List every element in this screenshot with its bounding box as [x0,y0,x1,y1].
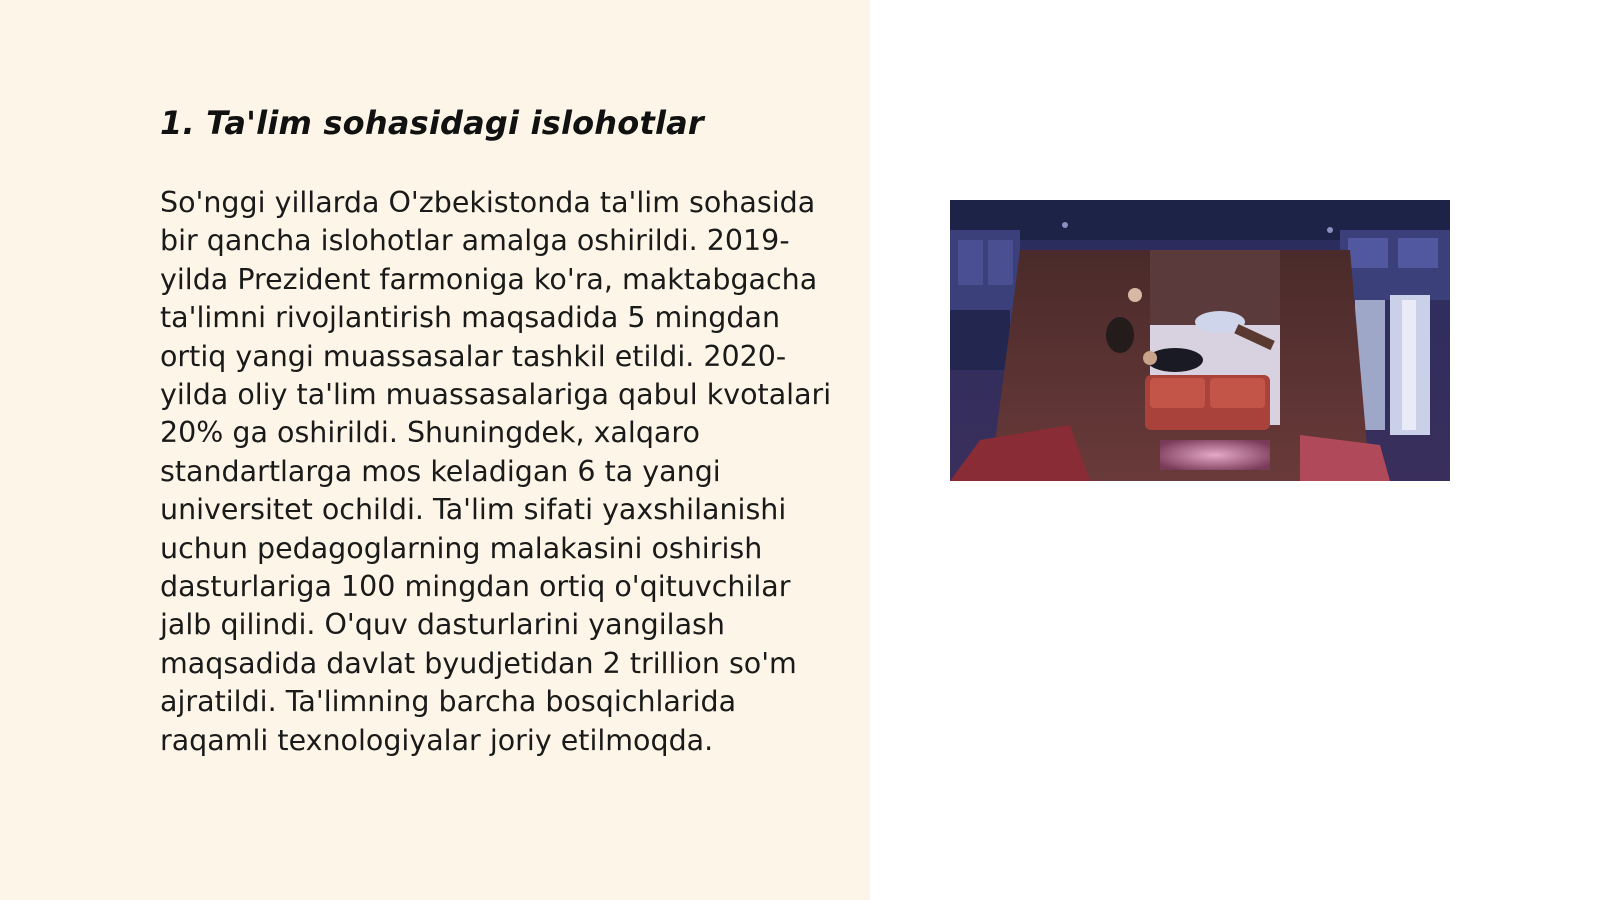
room-illustration-image [950,200,1450,481]
slide-body-text: So'nggi yillarda O'zbekistonda ta'lim sohasida bir qancha islohotlar amalga oshirildi. 2019-yilda Prezident farmoniga ko'ra, maktabgacha ta'limni rivojlantirish maqsadida 5 mingdan ortiq yangi muassasalar tashkil etildi. 2020-yilda oliy ta'lim muassasalariga qabul kvotalari 20% ga oshirildi. Shuningdek, xalqaro standartlarga mos keladigan 6 ta yangi universitet ochildi. Ta'lim sifati yaxshilanishi uchun pedagoglarning malakasini oshirish dasturlariga 100 mingdan ortiq o'qituvchilar jalb qilindi. O'quv dasturlarini yangilash maqsadida davlat byudjetidan 2 trillion so'm ajratildi. Ta'limning barcha bosqichlarida raqamli texnologiyalar joriy etilmoqda. [160,186,832,757]
slide-heading: 1. Ta'lim sohasidagi islohotlar [160,104,704,142]
